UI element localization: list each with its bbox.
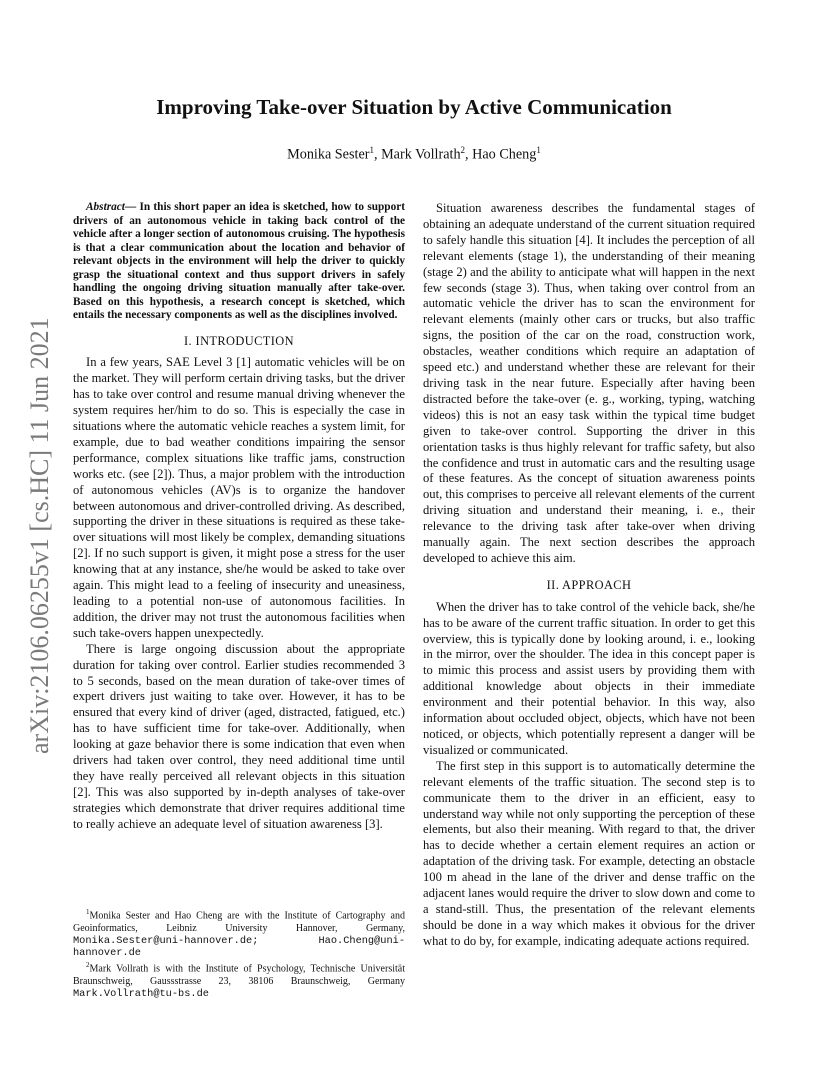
left-column	[73, 201, 405, 833]
affiliation-mark: 1	[536, 145, 541, 155]
author-name: Mark Vollrath	[381, 146, 461, 163]
section-heading-introduction: I. INTRODUCTION	[184, 333, 294, 348]
footnote-emails: Mark.Vollrath@tu-bs.de	[73, 987, 209, 1000]
paragraph: When the driver has to take control of the vehicle back, she/he has to be aware of the current traffic situation. In order to get this overview, this is typically done by looking around, i. e., looking in the mirror, over the shoulder. The idea in this concept paper is to mimic this process and assist users by providing them with additional knowledge about objects in their immediate environment and their potential behavior. In this way, also information about occluded object, objects, which have not been noticed, or objects, which potentially represent a danger will be visualized or communicated.	[423, 599, 755, 757]
author-separator: ,	[373, 146, 382, 163]
author-name: Hao Cheng	[472, 146, 537, 163]
paragraph: The first step in this support is to automatically determine the relevant elements of the traffic situation. The second step is to communicate them to the driver in an efficient, easy to understand way while not only supporting the perception of these elements, but also their meaning. With regard to that, the driver has to decide whether a certain element requires an action or adaptation of the driving task. For example, detecting an obstacle 100 m ahead in the lane of the driver and dense traffic on the adjacent lanes would require the driver to slow down and come to a stand-still. Thus, the presentation of the relevant elements should be done in a way which makes it obvious for the driver what to do by, for example, indicating adequate actions required.	[423, 758, 755, 948]
affiliation-mark: 2	[460, 145, 466, 155]
abstract	[73, 201, 405, 323]
affiliation-mark: 1	[369, 145, 374, 155]
abstract-dash: —	[124, 201, 140, 213]
footnotes	[73, 906, 405, 1000]
footnote	[73, 959, 405, 1000]
abstract-text: In this short paper an idea is sketched, how to support drivers of an autonomous vehicle in taking back control of the vehicle after a longer section of autonomous cruising. The hypothesis is that a clear communication about the location and behavior of relevant objects in the environment will help the driver to quickly grasp the situational context and thus support drivers in safely handling the ongoing driving situation manually after take-over. Based on this hypothesis, a research concept is sketched, which entails the necessary components as well as the disciplines involved.	[73, 201, 405, 321]
footnote-text: Monika Sester and Hao Cheng are with the Institute of Cartography and Geoinformatics, Leibniz University Hannover, Germany,	[73, 910, 405, 934]
author-separator: ,	[465, 146, 473, 163]
author-list	[0, 145, 828, 164]
paper-title: Improving Take-over Situation by Active Communication	[156, 95, 672, 119]
paragraph: In a few years, SAE Level 3 [1] automatic vehicles will be on the market. They will perform certain driving tasks, but the driver has to take over control and resume manual driving whenever the system requires her/him to do so. This is especially the case in situations where the automatic vehicle reaches a system limit, for example, due to bad weather conditions impairing the sensor performance, complex situations like traffic jams, construction works etc. (see [2]). Thus, a major problem with the introduction of autonomous vehicles (AV)s is to organize the handover between autonomous and driver-controlled driving. As described, supporting the driver in these situations is required as these take-over situations will most likely be complex, demanding situations [2]. If no such support is given, it might pose a stress for the user knowing that at any instance, she/he would be asked to take over again. This might lead to a feeling of insecurity and uneasiness, leading to a potential non-use of autonomous facilities. In addition, the driver may not trust the autonomous facilities when such take-overs happen unexpectedly.	[73, 355, 405, 640]
paragraph: Situation awareness describes the fundamental stages of obtaining an adequate understand of the current situation required to safely handle this situation [4]. It includes the perception of all relevant elements (stage 1), the understanding of their meaning (stage 2) and the ability to anticipate what will happen in the next few seconds (stage 3). Thus, when taking over control from an automatic vehicle the driver has to scan the environment for relevant elements (mainly other cars or trucks, but also traffic signs, the position of the car on the road, construction work, obstacles, weather conditions which require an adaptation of speed etc.) and understand whether these are relevant for their driving task in the near future. Especially after having been distracted before the take-over (e. g., working, typing, watching videos) this is not an easy task within the typical time budget given to take-over control. Supporting the driver in this orientation tasks is thus highly relevant for traffic safety, but also the confidence and trust in automatic cars and the resulting usage of these features. As the concept of situation awareness points out, this comprises to perceive all relevant elements of the current driving situation and understand their meaning, i. e., their relevance to the driving task after take-over when driving manually again. The next section describes the approach developed to achieve this aim.	[423, 201, 755, 565]
paragraph: There is large ongoing discussion about the appropriate duration for taking over control. Earlier studies recommended 3 to 5 seconds, based on the mean duration of take-over times of expert drivers just waiting to take over. However, it has to be ensured that every kind of driver (aged, distracted, fatigued, etc.) has to have sufficient time for take-over. Additionally, when looking at gaze behavior there is some indication that even when drivers had taken over control, they need additional time until they have really perceived all relevant objects in this situation [2]. This was also supported by in-depth analyses of take-over strategies which demonstrate that driver requires additional time to really achieve an adequate level of situation awareness [3].	[73, 641, 405, 831]
arxiv-side-label: arXiv:2106.06255v1 [cs.HC] 11 Jun 2021	[25, 317, 54, 755]
author-name: Monika Sester	[287, 146, 370, 163]
footnote-mark: 2	[86, 961, 90, 970]
section-heading-approach: II. APPROACH	[546, 577, 632, 592]
right-column	[423, 201, 755, 950]
footnote-mark: 1	[86, 908, 90, 916]
footnote-text: Mark Vollrath is with the Institute of Psychology, Technische Universität Braunschweig, Gaussstrasse 23, 38106 Braunschweig, Germany	[73, 963, 405, 987]
footnote-emails: Monika.Sester@uni-hannover.de; Hao.Cheng@uni-hannover.de	[73, 934, 405, 959]
footnote	[73, 906, 405, 959]
abstract-label: Abstract	[86, 201, 125, 213]
